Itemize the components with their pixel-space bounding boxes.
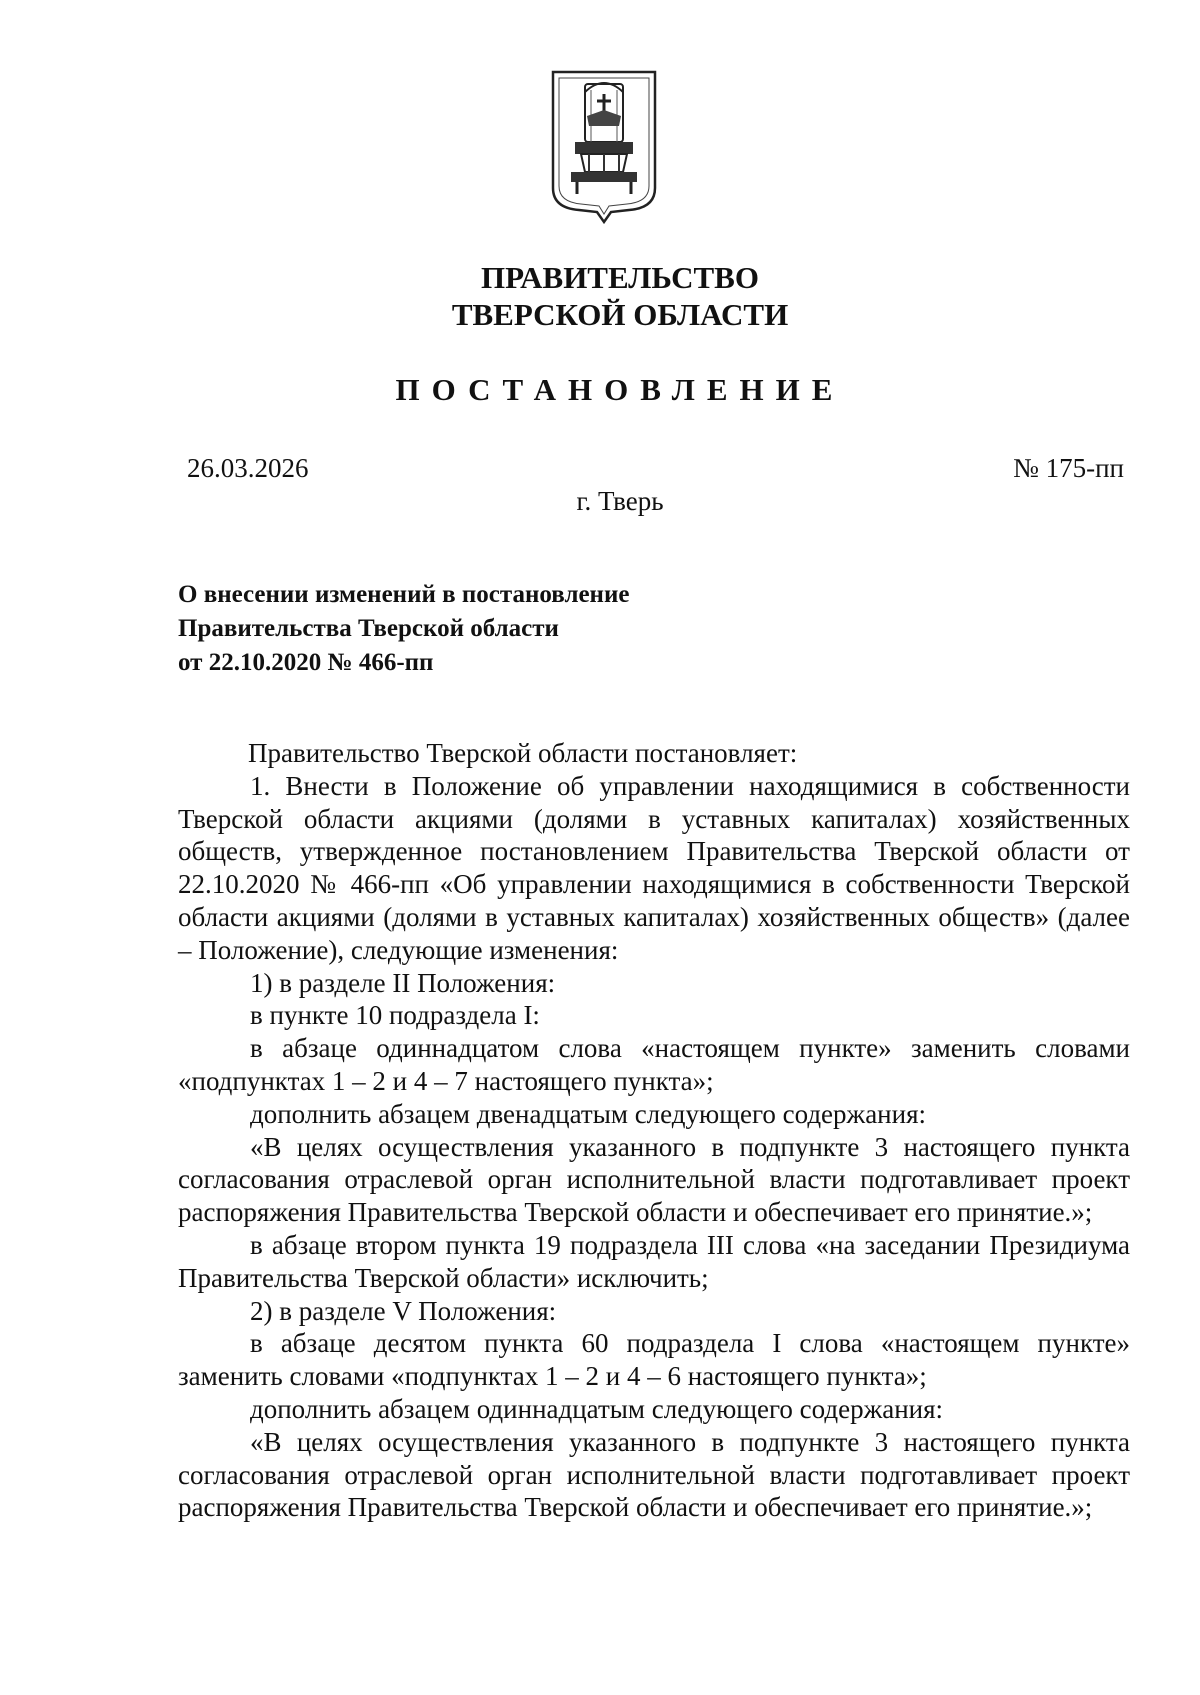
- body-paragraph: дополнить абзацем одиннадцатым следующего содержания:: [250, 1393, 944, 1424]
- body-paragraph: в абзаце десятом пункта 60 подраздела I слова «настоящем пункте» заменить словами «подпунктах 1 – 2 и 4 – 6 настоящего пункта»;: [178, 1328, 1130, 1392]
- subject-line: О внесении изменений в постановление: [178, 581, 630, 608]
- body-paragraph: в пункте 10 подраздела I:: [250, 1000, 540, 1031]
- body-paragraph: 1) в разделе II Положения:: [250, 967, 556, 998]
- organization-name-line2: ТВЕРСКОЙ ОБЛАСТИ: [451, 297, 789, 332]
- body-paragraph: «В целях осуществления указанного в подпункте 3 настоящего пункта согласования отраслевой орган исполнительной власти подготавливает проект распоряжения Правительства Тверской области и обеспечивает его принятие.»;: [178, 1131, 1130, 1228]
- body-paragraph: в абзаце втором пункта 19 подраздела III слова «на заседании Президиума Правительства Тверской области» исключить;: [178, 1229, 1130, 1293]
- body-paragraph: «В целях осуществления указанного в подпункте 3 настоящего пункта согласования отраслевой орган исполнительной власти подготавливает проект распоряжения Правительства Тверской области и обеспечивает его принятие.»;: [178, 1426, 1130, 1523]
- document-number: № 175-пп: [1013, 453, 1124, 483]
- organization-name-line1: ПРАВИТЕЛЬСТВО: [481, 260, 759, 295]
- document-body: [178, 737, 1130, 1524]
- document-type-title: ПОСТАНОВЛЕНИЕ: [395, 372, 845, 407]
- tver-coat-of-arms-icon: [551, 70, 657, 228]
- document-date: 26.03.2026: [187, 453, 309, 483]
- body-paragraph: 1. Внести в Положение об управлении находящимися в собственности Тверской области акциями (долями в уставных капиталах) хозяйственных обществ, утвержденное постановлением Правительства Тверской области от 22.10.2020 № 466-пп «Об управлении находящимися в собственности Тверской области акциями (долями в уставных капиталах) хозяйственных обществ» (далее – Положение), следующие изменения:: [178, 770, 1130, 965]
- body-paragraph: дополнить абзацем двенадцатым следующего содержания:: [250, 1098, 927, 1129]
- document-city: г. Тверь: [576, 486, 664, 516]
- document-subject: [178, 578, 629, 680]
- body-paragraph: 2) в разделе V Положения:: [250, 1295, 557, 1326]
- subject-line: от 22.10.2020 № 466-пп: [178, 649, 434, 676]
- body-paragraph: Правительство Тверской области постановляет:: [248, 738, 798, 768]
- body-paragraph: в абзаце одиннадцатом слова «настоящем пункте» заменить словами «подпунктах 1 – 2 и 4 – 7 настоящего пункта»;: [178, 1033, 1130, 1096]
- subject-line: Правительства Тверской области: [178, 615, 559, 642]
